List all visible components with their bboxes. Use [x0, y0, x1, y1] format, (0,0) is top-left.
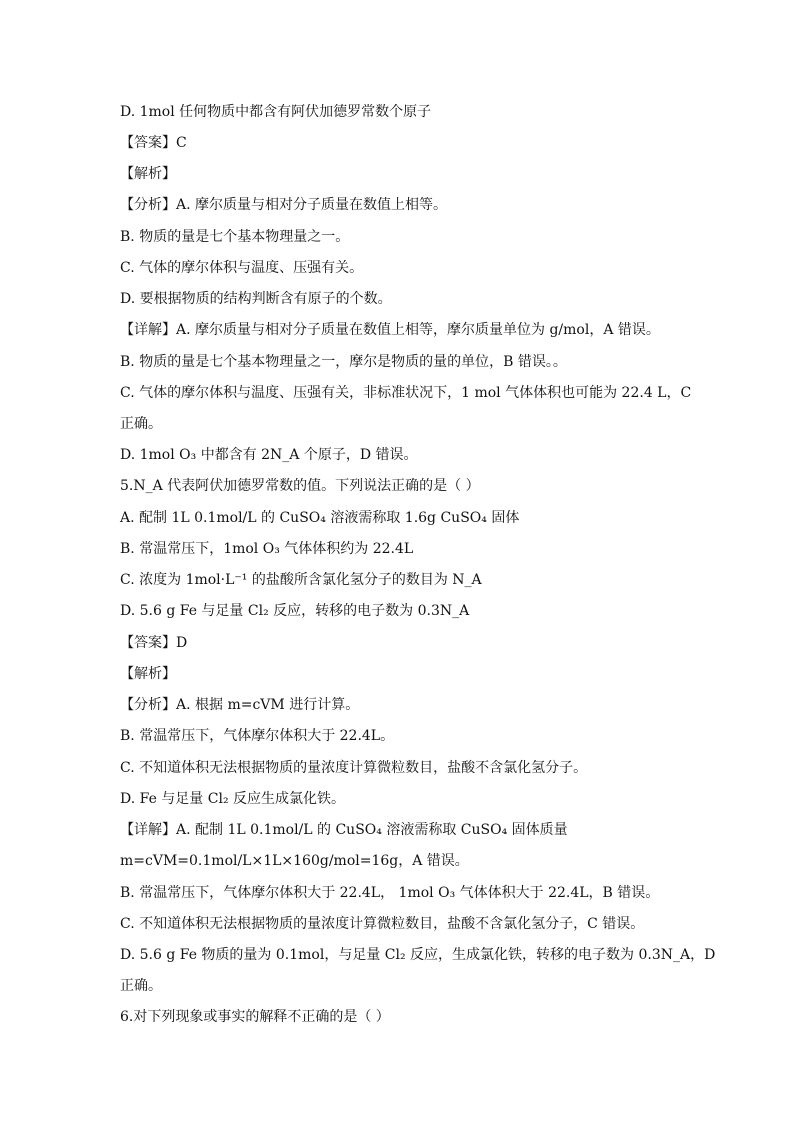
answer-q5: 【答案】D [120, 635, 188, 651]
xiangjie-c-cont-q4: 正确。 [120, 416, 162, 432]
xiangjie-d-q5: D. 5.6 g Fe 物质的量为 0.1mol，与足量 Cl₂ 反应，生成氯化铁，转移的电子数为 0.3N_A，D [120, 947, 716, 963]
option-d-q4: D. 1mol 任何物质中都含有阿伏加德罗常数个原子 [120, 104, 432, 120]
xiangjie-b-q4: B. 物质的量是七个基本物理量之一，摩尔是物质的量的单位，B 错误。。 [120, 354, 567, 370]
analysis-heading-q4: 【解析】 [120, 166, 176, 182]
xiangjie-a-q5: 【详解】A. 配制 1L 0.1mol/L 的 CuSO₄ 溶液需称取 CuSO₄ 固体质量 [120, 822, 568, 838]
question-5-option-b: B. 常温常压下，1mol O₃ 气体体积约为 22.4L [120, 541, 414, 557]
fenxi-c-q5: C. 不知道体积无法根据物质的量浓度计算微粒数目，盐酸不含氯化氢分子。 [120, 760, 588, 776]
xiangjie-c-q4: C. 气体的摩尔体积与温度、压强有关，非标准状况下，1 mol 气体体积也可能为 22.4 L，C [120, 385, 692, 401]
xiangjie-a-cont-q5: m=cVM=0.1mol/L×1L×160g/mol=16g，A 错误。 [120, 853, 469, 869]
question-5-stem: 5.N_A 代表阿伏加德罗常数的值。下列说法正确的是（ ） [120, 478, 480, 494]
fenxi-b-q5: B. 常温常压下，气体摩尔体积大于 22.4L。 [120, 728, 395, 744]
fenxi-a-q5: 【分析】A. 根据 m=cVM 进行计算。 [120, 697, 360, 713]
xiangjie-c-q5: C. 不知道体积无法根据物质的量浓度计算微粒数目，盐酸不含氯化氢分子，C 错误。 [120, 916, 645, 932]
analysis-heading-q5: 【解析】 [120, 666, 176, 682]
fenxi-c-q4: C. 气体的摩尔体积与温度、压强有关。 [120, 260, 364, 276]
question-5-option-a: A. 配制 1L 0.1mol/L 的 CuSO₄ 溶液需称取 1.6g CuSO₄ 固体 [120, 510, 520, 526]
xiangjie-d-cont-q5: 正确。 [120, 978, 162, 994]
question-6-stem: 6.对下列现象或事实的解释不正确的是（ ） [120, 1009, 390, 1025]
fenxi-b-q4: B. 物质的量是七个基本物理量之一。 [120, 229, 350, 245]
question-5-option-d: D. 5.6 g Fe 与足量 Cl₂ 反应，转移的电子数为 0.3N_A [120, 603, 470, 619]
xiangjie-a-q4: 【详解】A. 摩尔质量与相对分子质量在数值上相等，摩尔质量单位为 g/mol，A 错误。 [120, 322, 660, 338]
answer-q4: 【答案】C [120, 135, 187, 151]
fenxi-d-q4: D. 要根据物质的结构判断含有原子的个数。 [120, 291, 392, 307]
fenxi-a-q4: 【分析】A. 摩尔质量与相对分子质量在数值上相等。 [120, 197, 448, 213]
question-5-option-c: C. 浓度为 1mol·L⁻¹ 的盐酸所含氯化氢分子的数目为 N_A [120, 572, 482, 588]
xiangjie-d-q4: D. 1mol O₃ 中都含有 2N_A 个原子，D 错误。 [120, 447, 418, 463]
fenxi-d-q5: D. Fe 与足量 Cl₂ 反应生成氯化铁。 [120, 791, 346, 807]
xiangjie-b-q5: B. 常温常压下，气体摩尔体积大于 22.4L， 1mol O₃ 气体体积大于 22.4L，B 错误。 [120, 885, 660, 901]
